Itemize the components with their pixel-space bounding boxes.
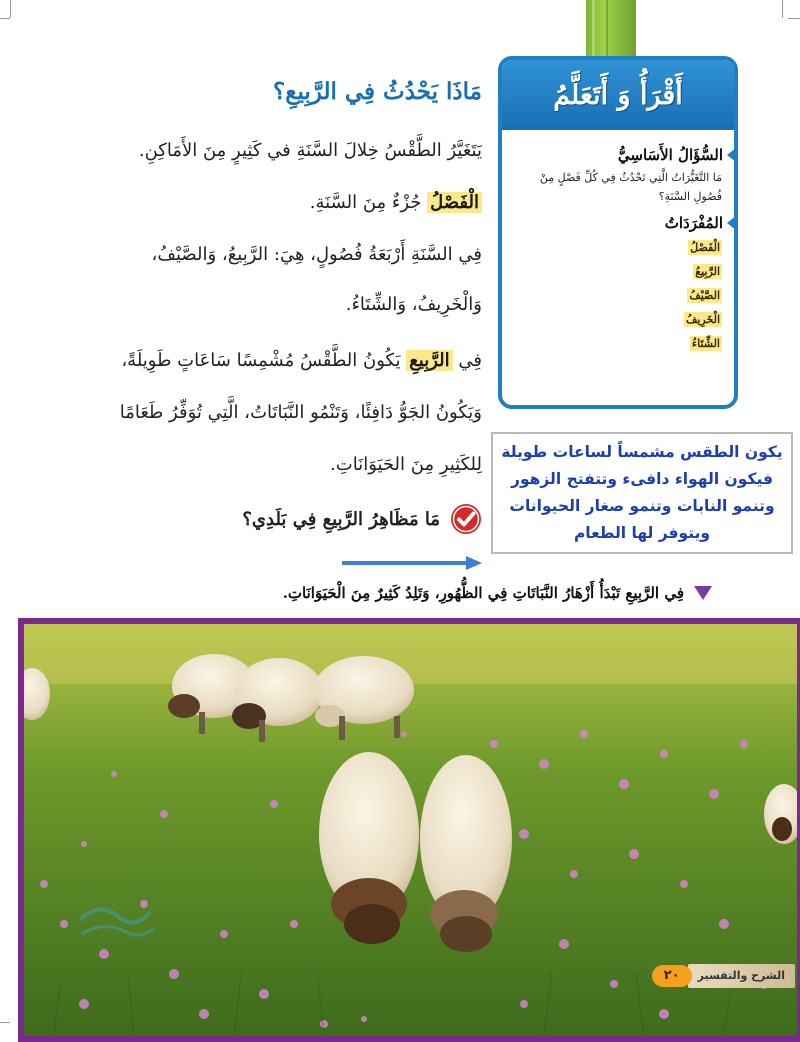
vocabulary-item — [512, 308, 722, 327]
vocabulary-item — [512, 260, 722, 279]
read-and-learn-header — [502, 60, 734, 130]
crop-mark — [0, 18, 10, 19]
answer-text: يكون الطقس مشمساً لساعات طويلة فيكون الهواء دافىء وتتفتح الزهور وتنمو النابات وتنمو صغار الحيوانات ويتوفر لها الطعام — [501, 443, 783, 542]
pointer-triangle-icon — [727, 216, 736, 230]
vocabulary-item — [512, 332, 722, 351]
paragraph-spring-line2: وَيَكُونُ الجَوُّ دَافِئًا، وَتَنْمُو النَّبَاتَاتُ، الَّتِي تُوَفِّرُ طَعَامًا — [119, 402, 482, 423]
crop-mark — [0, 1022, 10, 1023]
bookmark-ribbon — [586, 0, 636, 62]
vocabulary-term: الرَّبِيعُ — [695, 265, 720, 278]
paragraph-four-seasons-line2: وَالْخَرِيفُ، وَالشِّتَاءُ. — [345, 294, 482, 315]
vocabulary-heading-text: المُفْرَدَاتُ — [664, 214, 723, 232]
vocabulary-term: الْخَرِيفُ — [685, 313, 720, 326]
spring-prefix: فِي — [458, 350, 482, 371]
read-and-learn-box — [498, 56, 738, 409]
page-number-badge: ٢٠ — [652, 965, 692, 987]
check-mark-icon — [450, 503, 482, 535]
photo-caption-row — [283, 584, 712, 602]
section-tab — [605, 962, 795, 990]
paragraph-spring-line3: لِلكَثِيرِ مِنَ الحَيَوَانَاتِ. — [330, 454, 482, 475]
check-question-text: مَا مَظَاهِرُ الرَّبِيعِ فِي بَلَدِي؟ — [242, 508, 440, 530]
check-question — [242, 503, 482, 535]
essential-question-heading-text: السُّؤَالُ الأَسَاسِيُّ — [617, 146, 723, 164]
paragraph-season-definition — [310, 192, 482, 213]
arrow-right-icon — [342, 555, 482, 571]
vocabulary-item — [512, 284, 722, 303]
essential-question-text: مَا التَّغَيُّرَاتُ الَّتِي تَحْدُثُ فِي كُلِّ فَصْلٍ مِنْ فُصُولِ السَّنَةِ؟ — [539, 171, 722, 203]
paragraph-four-seasons-line1: فِي السَّنَةِ أَرْبَعَةُ فُصُولٍ، هِيَ: الرَّبِيعُ، وَالصَّيْفُ، — [151, 244, 482, 265]
crop-mark — [782, 0, 783, 18]
pointer-triangle-icon — [727, 148, 736, 162]
read-and-learn-title: أَقْرَأُ وَ أَتَعَلَّمُ — [553, 79, 683, 111]
lesson-title: مَاذَا يَحْدُثُ فِي الرَّبِيعِ؟ — [273, 78, 482, 105]
section-tab-label: الشرح والتفسير — [688, 964, 795, 988]
crop-mark — [10, 0, 11, 18]
paragraph-weather-changes: يَتَغَيَّرُ الطَّقْسُ خِلالَ السَّنَةِ في كَثِيرٍ مِنَ الأَمَاكِنِ. — [138, 140, 482, 161]
vocabulary-item — [512, 236, 722, 255]
caption-triangle-icon — [694, 586, 712, 600]
vocabulary-term: الْفَصْلُ — [690, 241, 720, 254]
spring-line1-text: يَكُونُ الطَّقْسُ مُشْمِسًا سَاعَاتٍ طَوِيلَةً، — [121, 350, 401, 371]
essential-question-heading — [512, 146, 722, 164]
paragraph-spring-line1 — [121, 350, 482, 371]
answer-box — [491, 432, 793, 554]
photo-caption: فِي الرَّبِيعِ تَبْدَأُ أَزْهَارُ النَّبَاتَاتِ فِي الظُّهُورِ، وَتَلِدُ كَثِيرٌ مِنَ الْحَيَوَانَاتِ. — [282, 584, 684, 602]
highlighted-term-spring: الرَّبِيعِ — [406, 350, 452, 371]
vocabulary-term: الصَّيْفُ — [689, 289, 720, 302]
crop-mark — [788, 18, 800, 19]
publisher-logo-icon — [70, 890, 160, 950]
vocabulary-list — [512, 236, 722, 351]
vocabulary-term: الشِّتَاءُ — [691, 337, 720, 350]
highlighted-term-season: الْفَصْلُ — [427, 192, 482, 213]
season-definition-text: جُزْءٌ مِنَ السَّنَةِ. — [309, 192, 422, 213]
read-and-learn-body — [502, 130, 734, 351]
vocabulary-heading — [512, 214, 722, 232]
